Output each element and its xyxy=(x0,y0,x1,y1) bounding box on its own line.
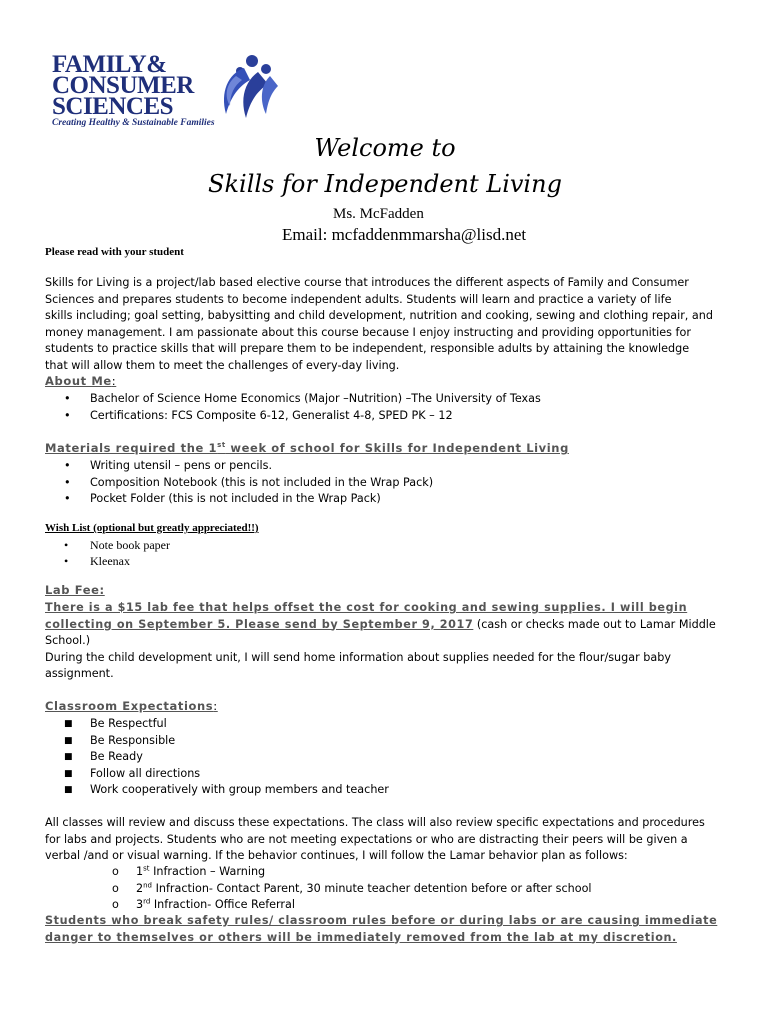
bullet-icon: • xyxy=(64,392,71,405)
wishlist-heading: Wish List (optional but greatly appreciated!!) xyxy=(45,522,259,534)
circle-bullet-icon: o xyxy=(112,898,119,911)
intro-line: money management. I am passionate about this course because I enjoy instructing and providing opportunities for xyxy=(45,325,691,339)
logo-line3: SCIENCES xyxy=(52,93,174,120)
about-item: Certifications: FCS Composite 6-12, Generalist 4-8, SPED PK – 12 xyxy=(90,408,453,422)
step-sup: rd xyxy=(143,897,151,906)
square-bullet-icon: ■ xyxy=(64,768,73,779)
intro-line: skills including; goal setting, babysitting and child development, nutrition and cooking, sewing and clothing repair, and xyxy=(45,309,713,322)
logo-tagline: Creating Healthy & Sustainable Families xyxy=(52,118,215,128)
expectation-item: Be Respectful xyxy=(90,717,167,730)
step-text: Infraction – Warning xyxy=(149,865,266,878)
list-item xyxy=(64,782,389,799)
bullet-icon: • xyxy=(64,459,71,472)
labfee-payment-note: (cash or checks made out to Lamar Middle xyxy=(473,617,716,631)
list-item xyxy=(64,716,389,733)
expectation-item: Follow all directions xyxy=(90,766,201,780)
square-bullet-icon: ■ xyxy=(64,735,73,746)
bullet-icon: • xyxy=(64,408,71,422)
expectation-item: Be Responsible xyxy=(90,733,176,747)
labfee-deadline: collecting on September 5. Please send by September 9, 2017 xyxy=(45,617,474,631)
page-title-line1: Welcome to xyxy=(314,134,456,162)
materials-item: Writing utensil – pens or pencils. xyxy=(90,459,272,472)
materials-heading-a: Materials required the 1 xyxy=(45,441,218,455)
step-num: 3 xyxy=(136,898,144,911)
list-item xyxy=(64,749,389,766)
square-bullet-icon: ■ xyxy=(64,752,73,762)
materials-item: Composition Notebook (this is not included in the Wrap Pack) xyxy=(90,475,434,489)
labfee-heading: Lab Fee: xyxy=(45,583,105,597)
read-note: Please read with your student xyxy=(45,246,184,258)
materials-heading-b: week of school for Skills for Independent Living xyxy=(225,441,569,455)
intro-line: students to practice skills that will prepare them to be independent, responsible adults by attaining the knowledge xyxy=(45,342,690,355)
list-item xyxy=(64,733,389,750)
list-item xyxy=(112,881,592,898)
intro-paragraph xyxy=(45,275,735,374)
page-title-line2: Skills for Independent Living xyxy=(208,170,562,198)
expectations-list xyxy=(64,716,389,799)
bullet-icon: • xyxy=(64,538,69,552)
about-heading xyxy=(45,374,116,388)
list-item xyxy=(64,538,170,554)
list-item xyxy=(64,475,433,492)
labfee-line4: During the child development unit, I will send home information about supplies needed for the flour/sugar baby xyxy=(45,650,671,664)
step-num: 2 xyxy=(136,881,144,895)
fcs-logo xyxy=(50,52,300,132)
square-bullet-icon: ■ xyxy=(64,785,73,795)
labfee-line2 xyxy=(45,617,735,634)
intro-line: that will allow them to meet the challenges of every-day living. xyxy=(45,358,400,372)
list-item xyxy=(64,408,541,425)
step-num: 1 xyxy=(136,865,144,878)
intro-line: Sciences and prepares students to become independent adults. Students will learn and practice a variety of life xyxy=(45,292,672,306)
family-figures-icon xyxy=(200,52,280,122)
labfee-line1: There is a $15 lab fee that helps offset the cost for cooking and sewing supplies. I will begin xyxy=(45,601,688,614)
safety-line2: danger to themselves or others will be immediately removed from the lab at my discretion. xyxy=(45,930,677,944)
list-item xyxy=(112,864,592,881)
logo-line1: FAMILY& xyxy=(52,51,167,78)
step-text: Infraction- Contact Parent, 30 minute teacher detention before or after school xyxy=(152,881,592,895)
discipline-paragraph xyxy=(45,815,735,865)
wishlist-item: Kleenax xyxy=(90,553,130,568)
discipline-line: verbal /and or visual warning. If the behavior continues, I will follow the Lamar behavior plan as follows: xyxy=(45,849,628,862)
expectations-heading-colon: : xyxy=(213,699,218,713)
safety-line1: Students who break safety rules/ classroom rules before or during labs or are causing immediate xyxy=(45,914,718,927)
labfee-line3: School.) xyxy=(45,634,91,647)
list-item xyxy=(64,554,170,570)
materials-heading xyxy=(45,441,569,455)
circle-bullet-icon: o xyxy=(112,881,119,895)
expectations-heading-text: Classroom Expectations xyxy=(45,699,214,713)
discipline-line: for labs and projects. Students who are not meeting expectations or who are distracting their peers will be given a xyxy=(45,832,688,846)
list-item xyxy=(64,766,389,783)
about-heading-text: About Me xyxy=(45,374,112,388)
expectations-heading xyxy=(45,699,218,713)
teacher-name: Ms. McFadden xyxy=(333,206,424,222)
about-item: Bachelor of Science Home Economics (Major –Nutrition) –The University of Texas xyxy=(90,392,541,405)
circle-bullet-icon: o xyxy=(112,865,119,878)
materials-heading-sup: st xyxy=(217,441,226,450)
materials-list xyxy=(64,458,433,508)
list-item xyxy=(64,458,433,475)
discipline-line: All classes will review and discuss these expectations. The class will also review specific expectations and procedures xyxy=(45,816,705,829)
expectation-item: Be Ready xyxy=(90,750,143,763)
step-sup: nd xyxy=(143,880,153,889)
list-item xyxy=(64,391,541,408)
about-heading-colon: : xyxy=(111,374,117,388)
bullet-icon: • xyxy=(64,553,69,568)
bullet-icon: • xyxy=(64,492,71,505)
about-list xyxy=(64,391,541,424)
labfee-paragraph xyxy=(45,600,735,683)
infraction-list xyxy=(112,864,592,914)
step-sup: st xyxy=(143,864,150,873)
safety-warning xyxy=(45,913,735,946)
logo-line2: CONSUMER xyxy=(52,72,194,99)
expectation-item: Work cooperatively with group members and teacher xyxy=(90,783,389,796)
wishlist-list xyxy=(64,538,170,569)
list-item xyxy=(64,491,433,508)
labfee-line5: assignment. xyxy=(45,667,114,680)
intro-line: Skills for Living is a project/lab based elective course that introduces the different aspects of Family and Consumer xyxy=(45,276,689,289)
list-item xyxy=(112,897,592,914)
wishlist-item: Note book paper xyxy=(90,538,170,552)
square-bullet-icon: ■ xyxy=(64,719,73,729)
teacher-email: Email: mcfaddenmmarsha@lisd.net xyxy=(282,225,527,244)
step-text: Infraction- Office Referral xyxy=(150,898,295,911)
materials-item: Pocket Folder (this is not included in the Wrap Pack) xyxy=(90,492,381,505)
bullet-icon: • xyxy=(64,475,71,489)
